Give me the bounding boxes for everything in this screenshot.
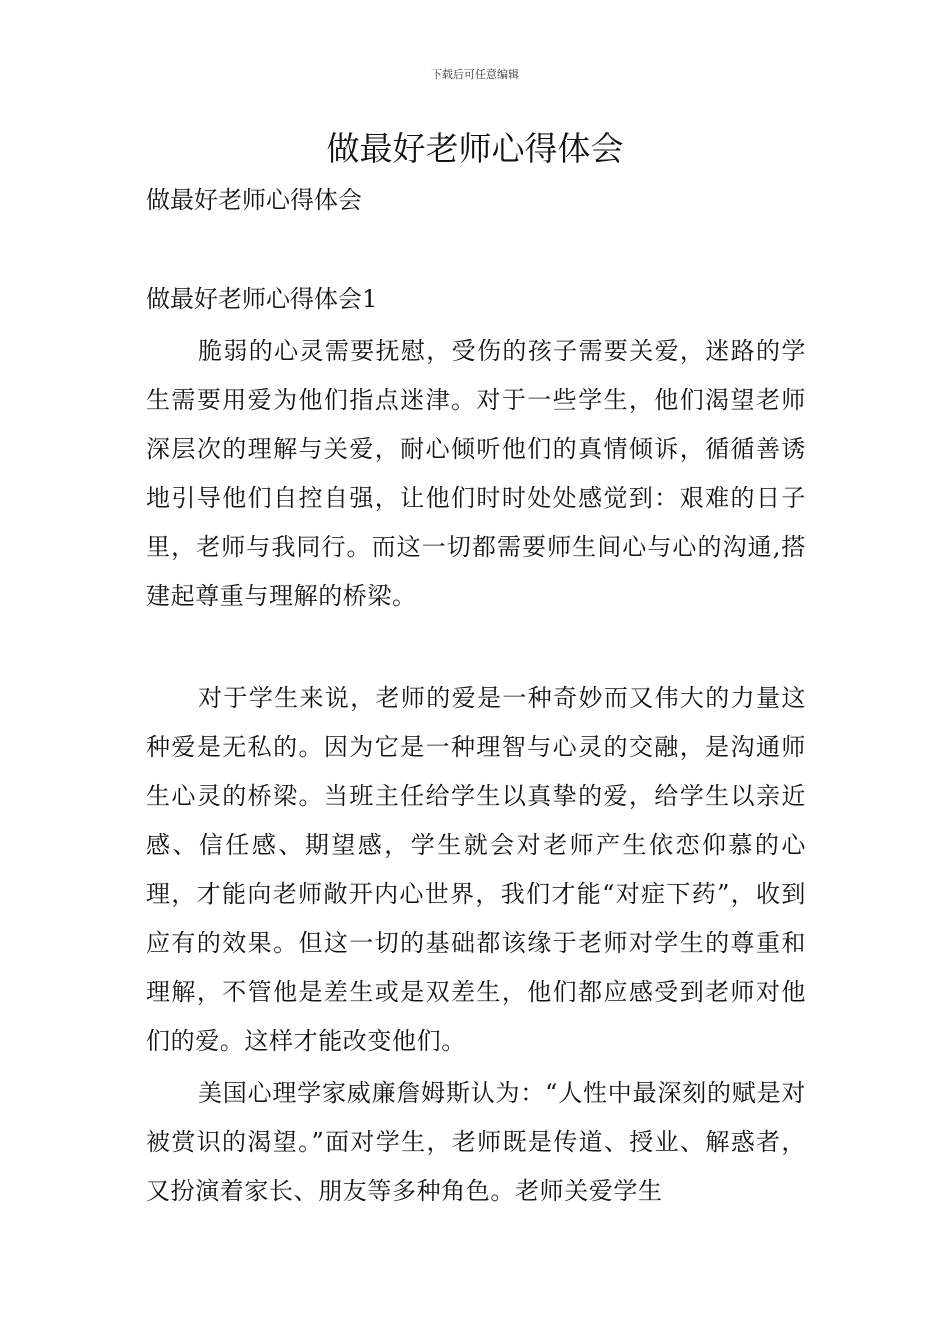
- header-note: 下载后可任意编辑: [431, 68, 519, 81]
- paragraph-3: 美国心理学家威廉詹姆斯认为：“人性中最深刻的赋是对被赏识的渴望。”面对学生，老师既是传道、授业、解惑者，又扮演着家长、朋友等多种角色。老师关爱学生: [146, 1079, 806, 1205]
- section-heading: 做最好老师心得体会1: [146, 285, 378, 313]
- document-subtitle: 做最好老师心得体会: [146, 186, 362, 214]
- paragraph-1: 脆弱的心灵需要抚慰，受伤的孩子需要关爱，迷路的学生需要用爱为他们指点迷津。对于一些学生，他们渴望老师深层次的理解与关爱，耐心倾听他们的真情倾诉，循循善诱地引导他们自控自强，让他们时时处处感觉到：艰难的日子里，老师与我同行。而这一切都需要师生间心与心的沟通,搭建起尊重与理解的桥梁。: [146, 337, 806, 610]
- paragraph-2: 对于学生来说，老师的爱是一种奇妙而又伟大的力量这种爱是无私的。因为它是一种理智与心灵的交融，是沟通师生心灵的桥梁。当班主任给学生以真挚的爱，给学生以亲近感、信任感、期望感，学生就会对老师产生依恋仰慕的心理，才能向老师敞开内心世界，我们才能“对症下药”，收到应有的效果。但这一切的基础都该缘于老师对学生的尊重和理解，不管他是差生或是双差生，他们都应感受到老师对他们的爱。这样才能改变他们。: [146, 684, 806, 1055]
- document-title: 做最好老师心得体会: [326, 129, 624, 168]
